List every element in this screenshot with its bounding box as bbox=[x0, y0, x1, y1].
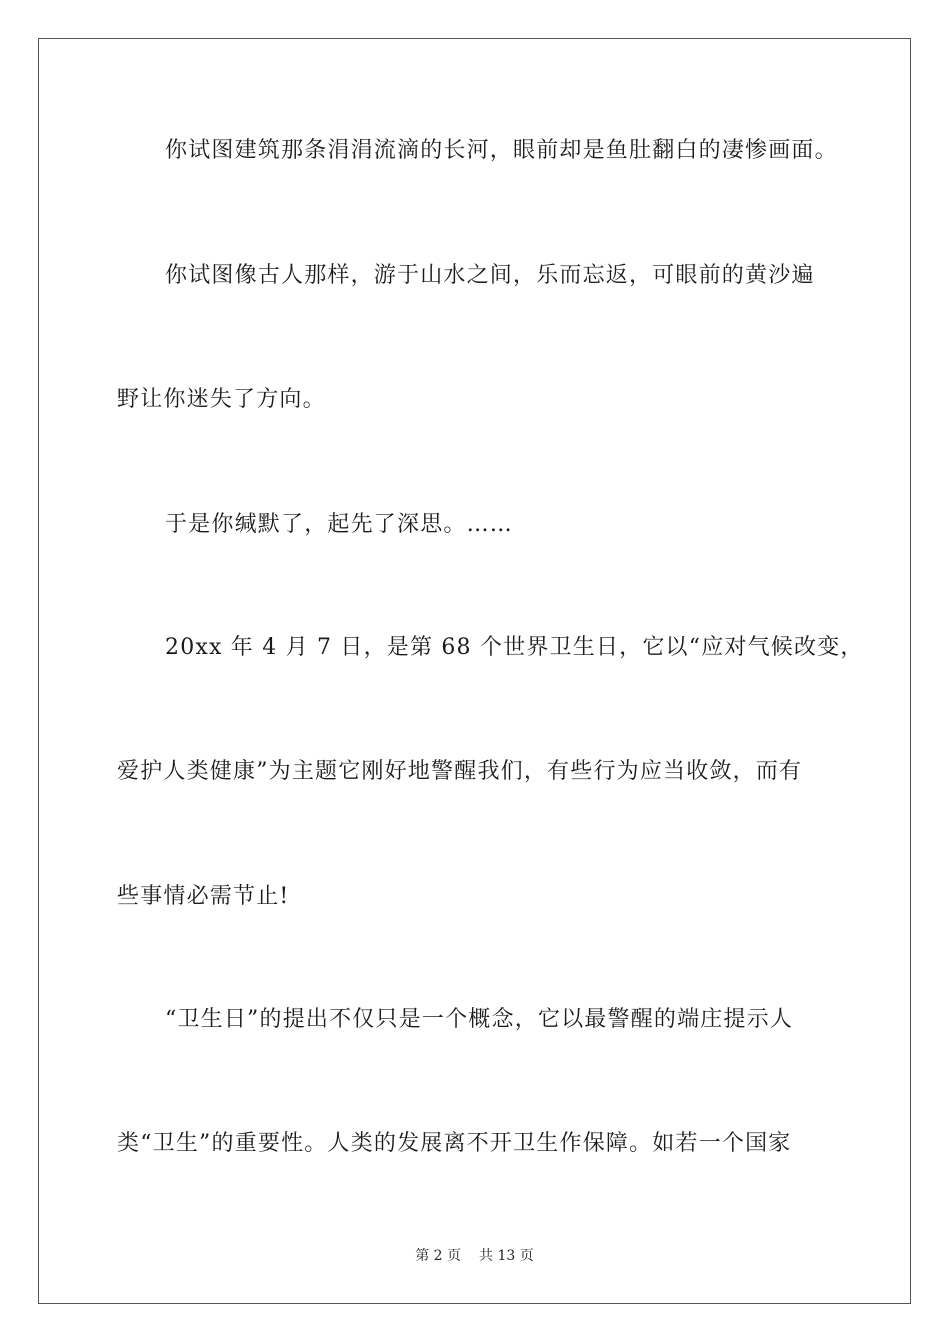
paragraph-line: 你试图像古人那样，游于山水之间，乐而忘返，可眼前的黄沙遍 bbox=[165, 263, 815, 288]
paragraph-line: “卫生日”的提出不仅只是一个概念，它以最警醒的端庄提示人 bbox=[165, 1007, 794, 1032]
page-footer bbox=[39, 1247, 910, 1265]
paragraph-line: 你试图建筑那条涓涓流滴的长河，眼前却是鱼肚翻白的凄惨画面。 bbox=[165, 138, 838, 163]
paragraph-line: 野让你迷失了方向。 bbox=[117, 387, 326, 412]
paragraph-line: 于是你缄默了，起先了深思。…… bbox=[165, 512, 514, 537]
page-number: 第 2 页 bbox=[415, 1248, 462, 1264]
paragraph-line: 些事情必需节止! bbox=[117, 884, 290, 909]
page-frame bbox=[38, 38, 911, 1304]
paragraph-line: 类“卫生”的重要性。人类的发展离不开卫生作保障。如若一个国家 bbox=[117, 1131, 792, 1156]
paragraph-line: 爱护人类健康”为主题它刚好地警醒我们，有些行为应当收敛，而有 bbox=[117, 759, 803, 784]
page-total: 共 13 页 bbox=[479, 1248, 534, 1264]
paragraph-line: 20xx 年 4 月 7 日，是第 68 个世界卫生日，它以“应对气候改变， bbox=[165, 635, 864, 660]
